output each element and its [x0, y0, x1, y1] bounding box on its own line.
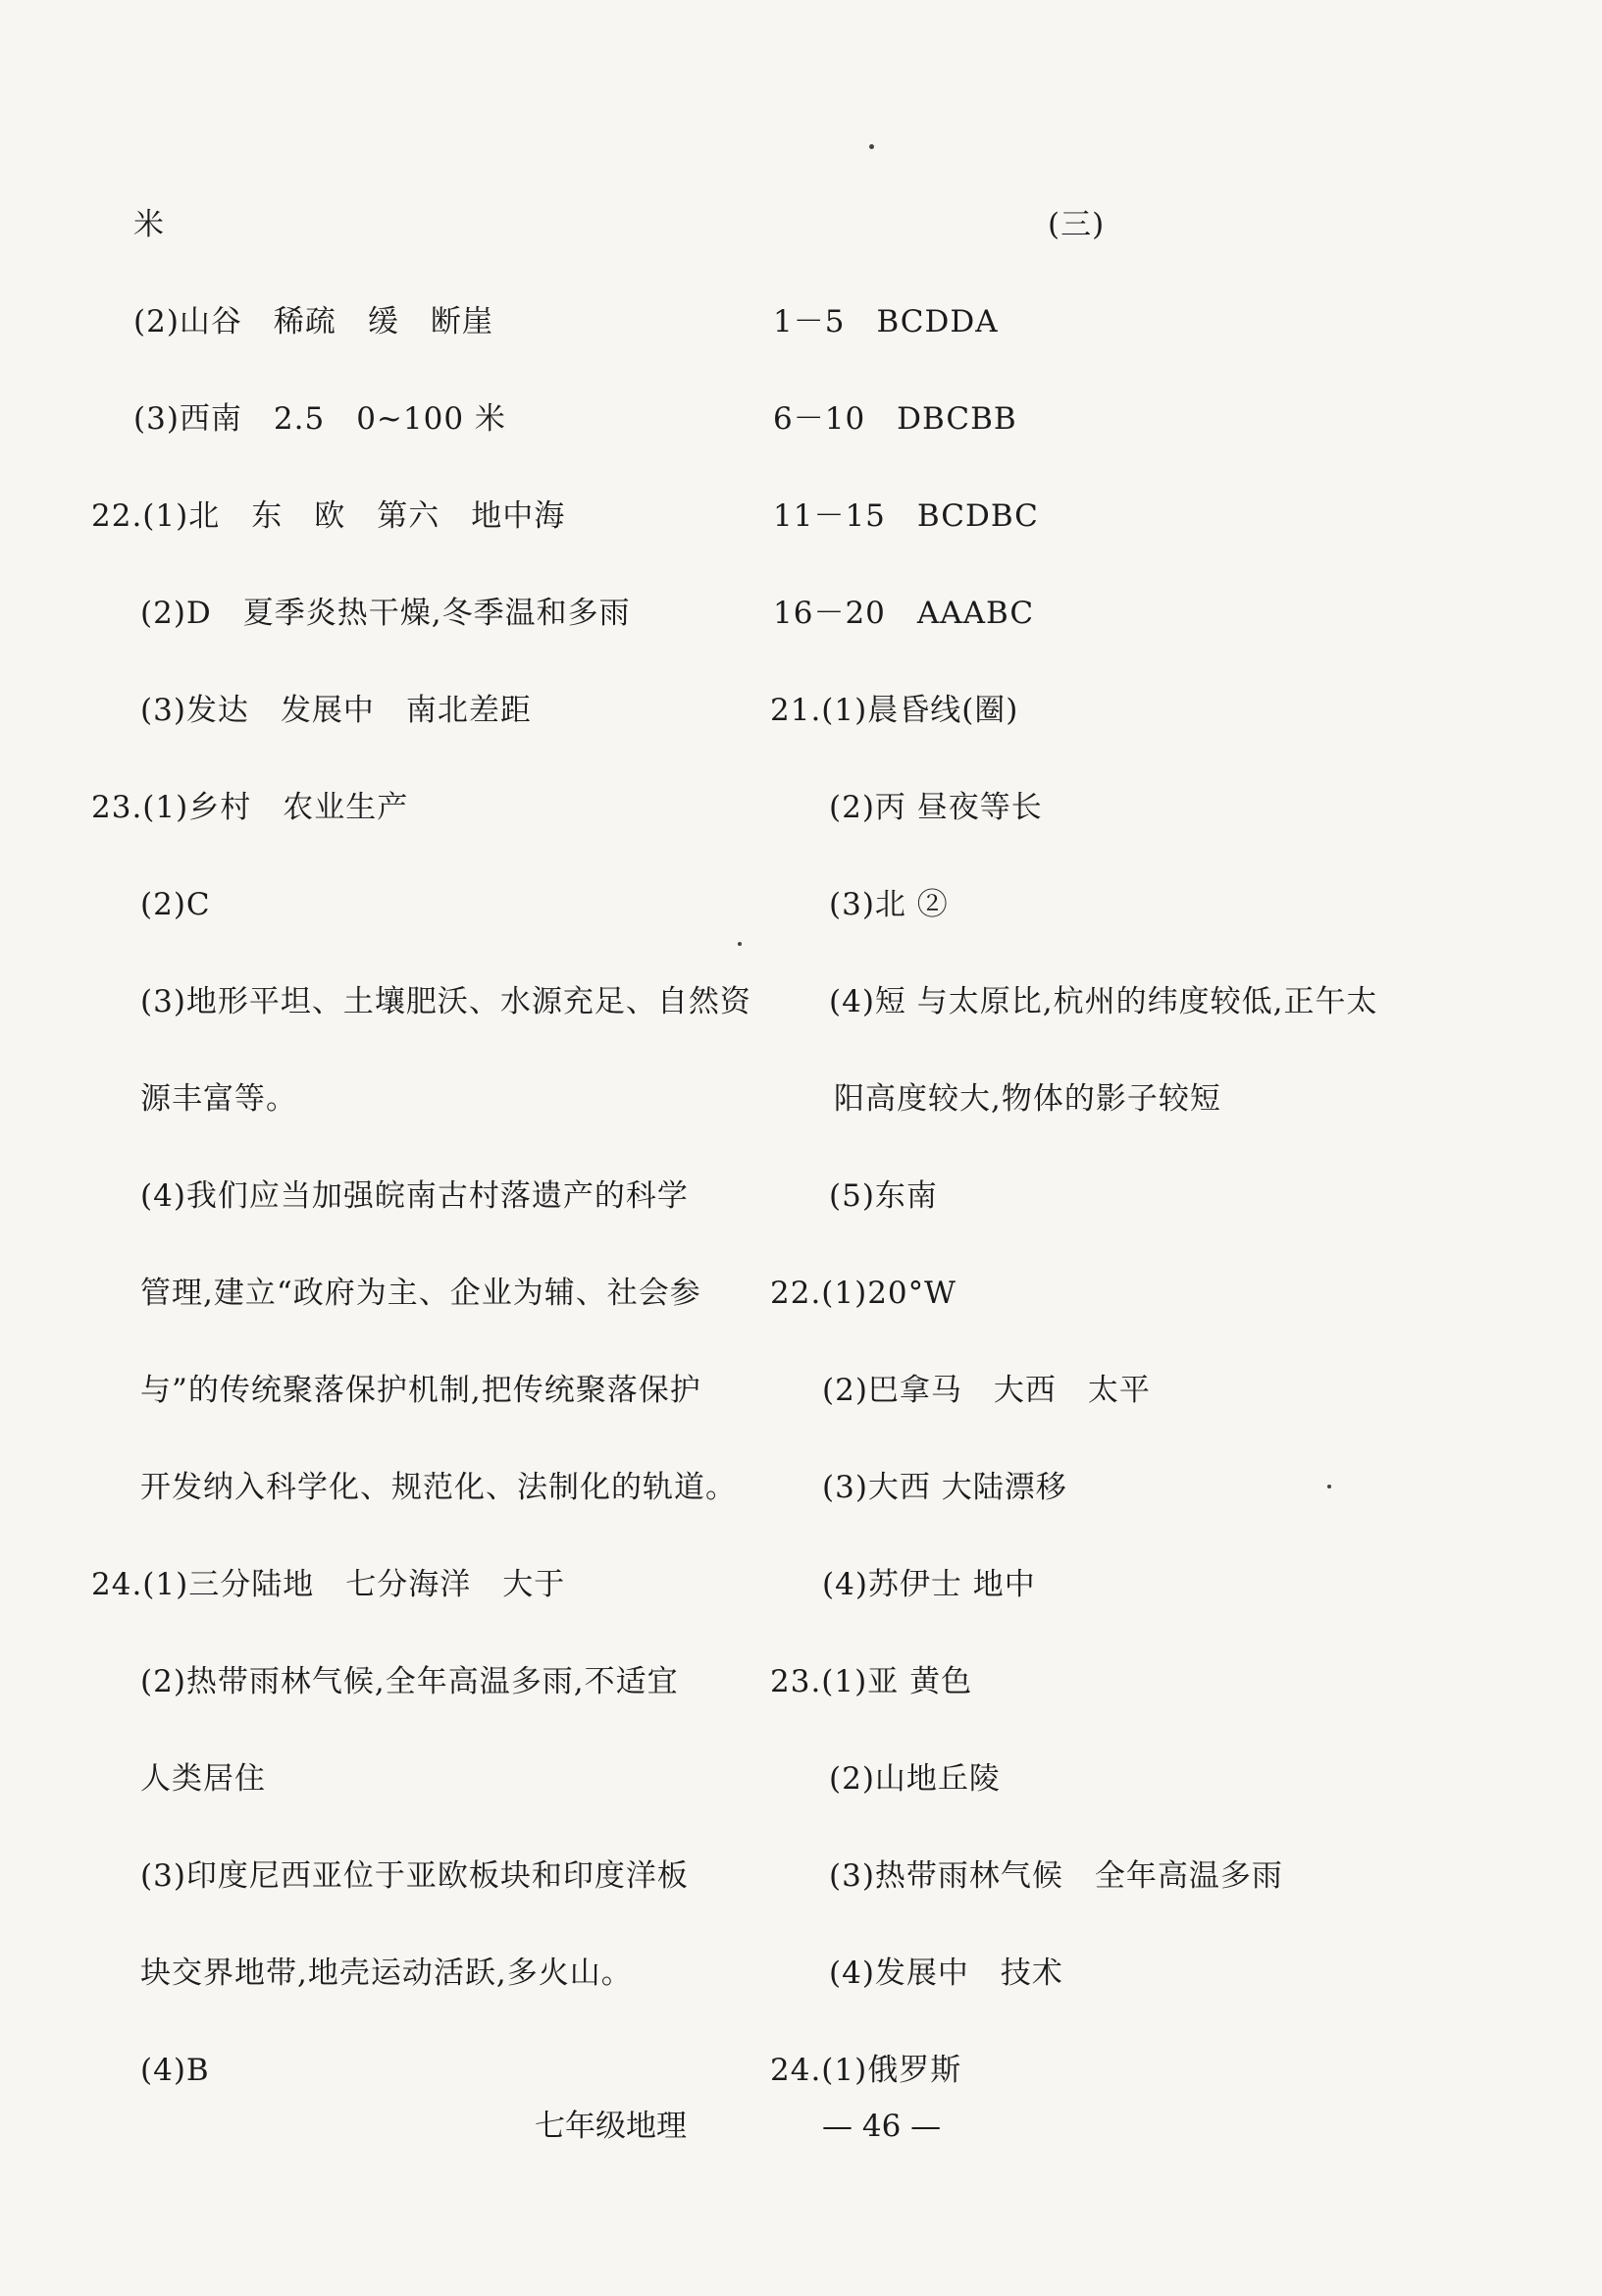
right-line-5: 16－20 AAABC: [773, 596, 1035, 631]
left-line-15: 24.(1)三分陆地 七分海洋 大于: [91, 1567, 566, 1602]
left-line-14: 开发纳入科学化、规范化、法制化的轨道。: [140, 1470, 737, 1505]
right-line-11: (5)东南: [829, 1178, 938, 1214]
right-line-13: (2)巴拿马 大西 太平: [822, 1373, 1151, 1408]
right-line-2: 1－5 BCDDA: [773, 304, 999, 339]
left-line-2: (2)山谷 稀疏 缓 断崖: [133, 304, 493, 339]
right-line-7: (2)丙 昼夜等长: [829, 790, 1043, 825]
right-line-14: (3)大西 大陆漂移: [822, 1470, 1067, 1505]
right-line-15: (4)苏伊士 地中: [822, 1567, 1036, 1602]
right-line-1: (三): [1048, 207, 1106, 242]
left-line-8: (2)C: [140, 887, 211, 922]
right-line-12: 22.(1)20°W: [770, 1276, 957, 1311]
left-line-16: (2)热带雨林气候,全年高温多雨,不适宜: [140, 1664, 679, 1699]
left-line-11: (4)我们应当加强皖南古村落遗产的科学: [140, 1178, 689, 1214]
scan-speck: [738, 942, 742, 946]
right-line-20: 24.(1)俄罗斯: [770, 2053, 962, 2088]
scan-speck: [869, 144, 874, 149]
left-line-7: 23.(1)乡村 农业生产: [91, 790, 409, 825]
left-line-9: (3)地形平坦、土壤肥沃、水源充足、自然资: [140, 984, 751, 1019]
right-line-3: 6－10 DBCBB: [773, 401, 1017, 437]
left-line-18: (3)印度尼西亚位于亚欧板块和印度洋板: [140, 1858, 689, 1894]
right-line-4: 11－15 BCDBC: [773, 498, 1039, 534]
right-line-16: 23.(1)亚 黄色: [770, 1664, 973, 1699]
footer-subject: 七年级地理: [535, 2109, 687, 2144]
right-line-9: (4)短 与太原比,杭州的纬度较低,正午太: [829, 984, 1378, 1019]
left-line-6: (3)发达 发展中 南北差距: [140, 693, 532, 728]
left-line-4: 22.(1)北 东 欧 第六 地中海: [91, 498, 566, 534]
right-line-19: (4)发展中 技术: [829, 1956, 1063, 1991]
footer-page-number: — 46 —: [822, 2109, 942, 2144]
left-line-1: 米: [133, 207, 165, 242]
left-line-10: 源丰富等。: [140, 1081, 297, 1117]
left-line-3: (3)西南 2.5 0~100 米: [133, 401, 506, 437]
left-line-5: (2)D 夏季炎热干燥,冬季温和多雨: [140, 596, 631, 631]
left-line-20: (4)B: [140, 2053, 210, 2088]
left-line-12: 管理,建立“政府为主、企业为辅、社会参: [140, 1276, 701, 1311]
right-line-18: (3)热带雨林气候 全年高温多雨: [829, 1858, 1283, 1894]
scan-speck: [1327, 1485, 1331, 1488]
right-line-6: 21.(1)晨昏线(圈): [770, 693, 1019, 728]
right-line-10: 阳高度较大,物体的影子较短: [834, 1081, 1221, 1117]
left-line-19: 块交界地带,地壳运动活跃,多火山。: [140, 1956, 633, 1991]
left-line-17: 人类居住: [140, 1761, 266, 1797]
left-line-13: 与”的传统聚落保护机制,把传统聚落保护: [140, 1373, 701, 1408]
right-line-8: (3)北 ②: [829, 887, 949, 922]
right-line-17: (2)山地丘陵: [829, 1761, 1001, 1797]
